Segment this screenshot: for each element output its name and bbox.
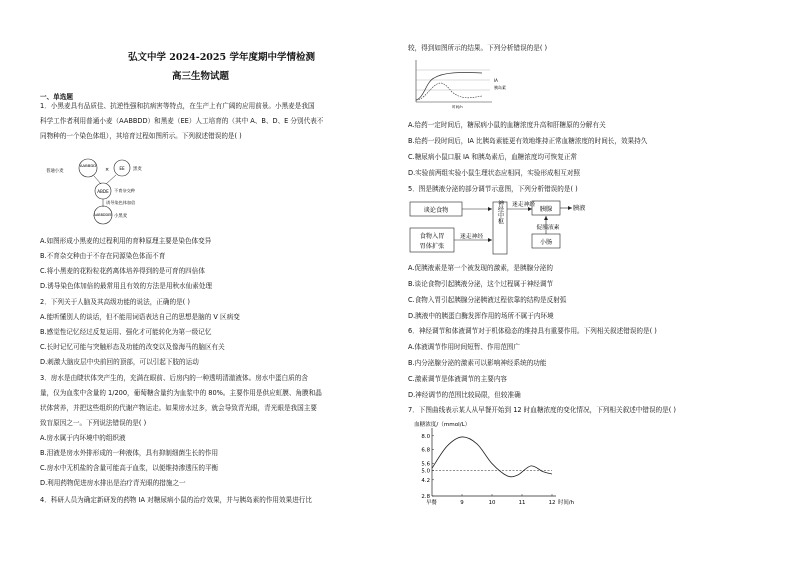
triticale-genome: AABBDDEE xyxy=(93,213,113,217)
hybrid-genome: ABDE xyxy=(97,189,109,194)
vagus-label-1: 迷走神经 xyxy=(512,202,536,208)
process-label: 诱导染色体加倍 xyxy=(106,200,136,205)
q7-glucose-chart xyxy=(408,418,588,508)
q1-option: D.诱导染色体加倍的最常用且有效的方法是用秋水仙素处理 xyxy=(40,282,213,290)
q3-option: A.房水属于内环境中的组织液 xyxy=(40,434,126,442)
q4-xlabel: 时间/h xyxy=(452,105,463,109)
q4-line: 较，得到如图所示的结果。下列分析错误的是( ) xyxy=(408,44,548,52)
y-tick-label: 5.0 xyxy=(421,468,430,475)
x-tick-label: 11 xyxy=(518,500,526,506)
ia-legend: IA xyxy=(494,78,498,83)
q2-stem: 2．下列关于人脑及其高级功能的说法，正确的是( ) xyxy=(40,298,190,306)
food-label: 谈论食物 xyxy=(423,207,449,214)
q4-option: B.给药一段时间后，IA 比胰岛素能更有效地维持正常血糖浓度的时间长，效果持久 xyxy=(408,137,648,145)
q3-line: 量，仅为血浆中含量的 1/200，葡萄糖含量约为血浆中的 80%。主要作用是供应虹膜、角膜和晶 xyxy=(40,389,322,397)
q1-option: C.将小黑麦的花粉粒花药离体培养得到的是可育的四倍体 xyxy=(40,267,205,275)
q3-option: B.泪液是房水外排形成的一种液体，具有抑制细菌生长的作用 xyxy=(40,449,219,457)
q5-option: D.胰液中的胰蛋白酶发挥作用的场所不属于内环境 xyxy=(408,312,554,320)
q7-stem: 7．下图曲线表示某人从早餐开始到 12 时血糖浓度的变化情况，下列相关叙述中错误的是( ) xyxy=(408,406,676,414)
cross-symbol: × xyxy=(105,167,110,173)
exam-title: 弘文中学 2024-2025 学年度期中学情检测 xyxy=(128,52,315,63)
nerve-center-label: 神经中枢 xyxy=(496,200,504,224)
glucose-curve xyxy=(432,437,552,477)
q6-option: C.激素调节是体液调节的主要内容 xyxy=(408,375,508,383)
q4-chart xyxy=(410,58,520,118)
y-tick-label: 5.6 xyxy=(421,461,430,468)
left-column xyxy=(40,0,385,562)
q4-option: D.实验前两组实验小鼠生理状态应相同，实验形成相互对照 xyxy=(408,169,581,177)
y-tick-label: 2.8 xyxy=(421,494,430,500)
triticale-label: 小黑麦 xyxy=(114,214,128,219)
insulin-curve xyxy=(416,83,482,100)
x-axis-label: 时间/h xyxy=(558,500,575,506)
q4-option: A.给药一定时间后，糖尿病小鼠的血糖浓度升高和肝糖原的分解有关 xyxy=(408,121,606,129)
q6-stem: 6．神经调节和体液调节对于机体稳态的维持具有重要作用。下列相关叙述错误的是( ) xyxy=(408,327,657,335)
q1-option: A.如图形成小黑麦的过程利用的育种原理主要是染色体变异 xyxy=(40,237,212,245)
q5-option: A.促胰液素是第一个被发现的激素，是胰腺分泌的 xyxy=(408,264,553,272)
q5-option: B.谈论食物引起胰液分泌，这个过程属于神经调节 xyxy=(408,280,554,288)
x-tick-label: 12 xyxy=(548,500,556,506)
wheat-label: 普通小麦 xyxy=(46,169,64,174)
exam-subtitle: 高三生物试题 xyxy=(172,71,230,82)
q3-line: 状体营养，并把这些组织的代谢产物运走。如果房水过多，就会导致青光眼，青光眼是我国主要 xyxy=(40,404,317,412)
y-tick-label: 6.8 xyxy=(421,447,430,454)
rye-label: 黑麦 xyxy=(133,167,142,172)
x-tick-label: 10 xyxy=(488,500,496,506)
vagus-label-2: 迷走神经 xyxy=(460,234,484,240)
q1-line: 同物种的一个染色体组），其培育过程如图所示。下列叙述错误的是( ) xyxy=(40,132,242,140)
insulin-legend: 胰岛素 xyxy=(494,85,506,90)
q2-option: A.能听懂别人的谈话，但不能用词语表达自己的思想是脑的 V 区病变 xyxy=(40,313,240,321)
q6-option: D.神经调节的范围比较局限，但较准确 xyxy=(408,391,521,399)
rye-genome: EE xyxy=(119,166,125,171)
pancreas-label: 胰腺 xyxy=(539,206,553,213)
juice-label: 胰液 xyxy=(573,205,586,212)
wheat-circle xyxy=(79,159,97,177)
x-start-label: 早餐 xyxy=(426,500,437,506)
q4-line: 4．科研人员为确定新研发的药物 IA 对糖尿病小鼠的治疗效果，并与胰岛素的作用效果进行比 xyxy=(40,496,312,504)
intestine-label: 小肠 xyxy=(539,239,553,246)
secretin-label: 促胰液素 xyxy=(536,225,560,231)
right-column xyxy=(408,0,758,562)
stomach-label-1: 食物入胃 xyxy=(419,233,445,240)
q4-option: C.糖尿病小鼠口服 IA 和胰岛素后，血糖浓度均可恢复正常 xyxy=(408,153,578,161)
q1-option: B.不育杂交种由于不存在同源染色体而不育 xyxy=(40,252,166,260)
y-tick-label: 8.0 xyxy=(421,433,430,440)
q1-line: 1．小黑麦具有品质佳、抗逆性强和抗病害等特点，在生产上有广阔的应用前景。小黑麦是我国 xyxy=(40,102,315,110)
y-tick-label: 4.2 xyxy=(421,477,430,484)
q3-option: D.利用药物促进房水排出是治疗青光眼的措施之一 xyxy=(40,479,186,487)
q1-breeding-diagram xyxy=(46,158,156,228)
q5-stem: 5．图是胰液分泌的部分调节示意图，下列分析错误的是( ) xyxy=(408,185,578,193)
q3-line: 3．房水是由睫状体突产生的，充满在眼前、后房内的一种透明清澈液体。房水中蛋白质的含 xyxy=(40,374,308,382)
q1-line: 科学工作者利用普通小麦（AABBDD）和黑麦（EE）人工培育的（其中 A、B、D、E 分别代表不 xyxy=(40,117,324,125)
q3-line: 致盲原因之一。下列说法错误的是( ) xyxy=(40,419,147,427)
q5-option: C.食物入胃引起胰腺分泌胰液过程依靠的结构是反射弧 xyxy=(408,296,567,304)
wheat-genome: AABBDD xyxy=(79,163,97,168)
ia-curve xyxy=(416,73,482,100)
q5-flow-diagram xyxy=(410,198,610,258)
section-heading: 一、单选题 xyxy=(40,93,73,101)
stomach-label-2: 胃体扩张 xyxy=(419,243,445,250)
infertile-label: 不育杂交种 xyxy=(114,188,135,193)
x-tick-label: 9 xyxy=(460,500,464,506)
q6-option: B.内分泌腺分泌的激素可以影响神经系统的功能 xyxy=(408,359,547,367)
q2-option: B.感觉性记忆经过反复运用、强化才可能转化为第一级记忆 xyxy=(40,328,212,336)
q6-option: A.体液调节作用时间短暂、作用范围广 xyxy=(408,343,520,351)
q2-option: D.刺激大脑皮层中央前回的顶部，可以引起下肢的运动 xyxy=(40,358,199,366)
q2-option: C.长时记忆可能与突触形态及功能的改变以及像海马的脑区有关 xyxy=(40,343,225,351)
q7-ylabel: 血糖浓度/（mmol/L） xyxy=(414,422,471,428)
q3-option: C.房水中无机盐的含量可能高于血浆，以便维持渗透压的平衡 xyxy=(40,464,219,472)
